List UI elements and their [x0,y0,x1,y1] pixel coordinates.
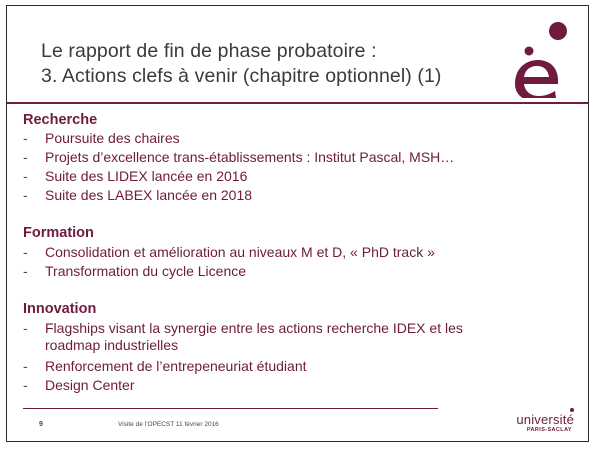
slide-title-line-2: 3. Actions clefs à venir (chapitre optionnel) (1) [41,65,442,87]
logo-name: université [516,412,574,427]
bullet-dash: - [23,168,28,184]
slide-title-line-1: Le rapport de fin de phase probatoire : [41,40,377,62]
bullet-dash: - [23,377,28,393]
list-item [23,130,180,147]
list-item [23,377,135,394]
bullet-text: Flagships visant la synergie entre les actions recherche IDEX et les [45,320,463,336]
slide-header [7,6,588,102]
e-acute-logo-icon [510,18,570,98]
bullet-dash: - [23,263,28,279]
slide [6,5,589,442]
list-item [23,168,247,185]
bullet-text: Poursuite des chaires [45,130,180,146]
bullet-text: Consolidation et amélioration au niveaux M et D, « PhD track » [45,244,435,260]
section-title-recherche: Recherche [23,112,98,128]
bullet-text: Renforcement de l’entrepeneuriat étudiant [45,358,307,374]
list-item [23,320,463,353]
bullet-dash: - [23,187,28,203]
logo-subtitle: PARIS-SACLAY [526,427,572,433]
section-title-innovation: Innovation [23,301,97,317]
bullet-text: Transformation du cycle Licence [45,263,247,279]
bullet-dash: - [23,149,28,165]
logo-dot-icon [570,408,574,412]
footer-divider [23,408,438,409]
bullet-text: Suite des LIDEX lancée en 2016 [45,168,248,184]
list-item [23,244,435,261]
list-item [23,358,307,375]
bullet-dash: - [23,244,28,260]
bullet-text-continuation: roadmap industrielles [45,337,179,353]
universite-paris-saclay-logo [494,408,574,436]
page-number: 9 [39,421,43,428]
bullet-text: Design Center [45,377,135,393]
bullet-dash: - [23,130,28,146]
list-item [23,149,454,166]
bullet-dash: - [23,358,28,374]
bullet-dash: - [23,320,28,336]
bullet-text: Suite des LABEX lancée en 2018 [45,187,253,203]
list-item [23,187,252,204]
bullet-text: Projets d’excellence trans-établissements : Institut Pascal, MSH… [45,149,455,165]
list-item [23,263,246,280]
header-divider [7,102,588,104]
section-title-formation: Formation [23,225,94,241]
footer-text: Visite de l’OPECST 11 février 2016 [118,421,219,428]
